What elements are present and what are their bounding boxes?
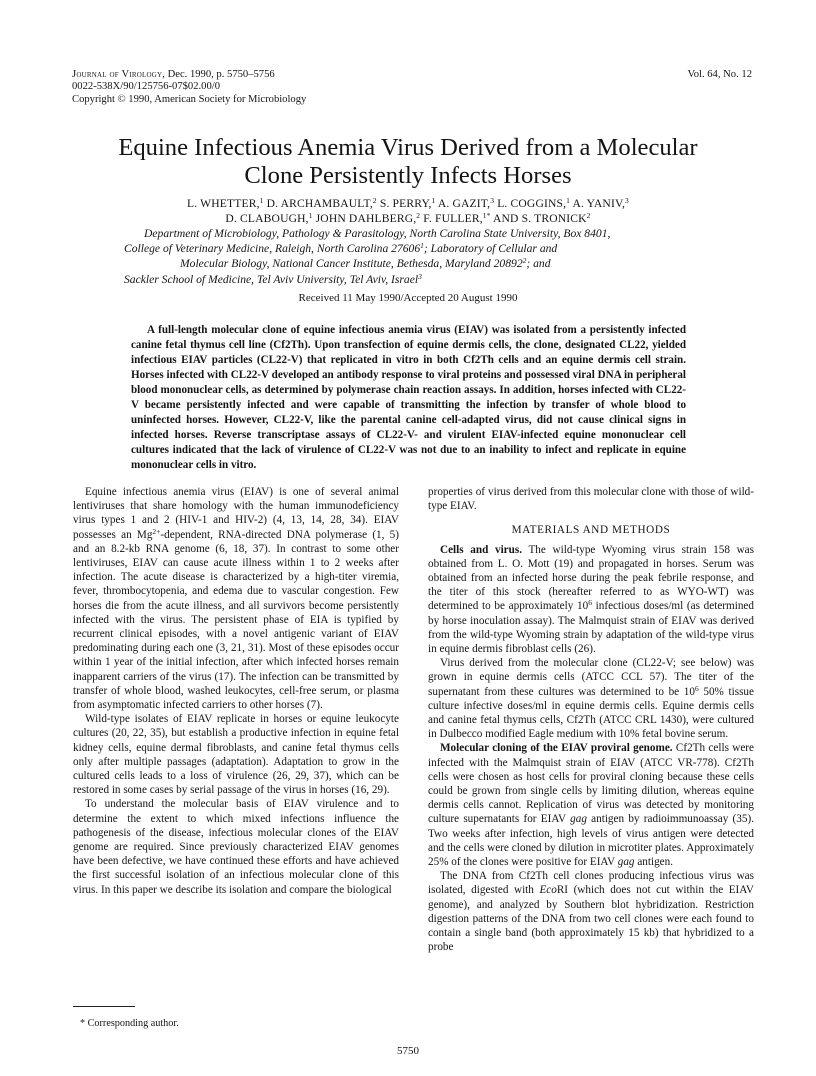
affiliation-mark: 2 <box>522 256 527 266</box>
affiliation-text: Sackler School of Medicine, Tel Aviv University, Tel Aviv, Israel <box>124 272 419 286</box>
author: L. COGGINS, <box>494 197 567 210</box>
author-affiliation-mark: 2 <box>416 211 421 220</box>
title-line-1: Equine Infectious Anemia Virus Derived from a Molecular <box>118 134 698 161</box>
paragraph-text: Cf2Th cells were infected with the Malmquist strain of EIAV (ATCC VR-778). Cf2Th cells were chosen as host cells for proviral cloning because these cells could be grown from single cells by limiting dilution, whereas equine dermis cells cannot. Replication of virus was detected by monitoring culture supernatants for EIAV <box>428 742 754 826</box>
enzyme-name: Eco <box>539 884 557 897</box>
journal-issue: , Dec. 1990, p. 5750–5756 <box>162 69 275 80</box>
paragraph-molecular-cloning <box>428 741 754 869</box>
paragraph-text: 50% tissue culture infective doses/ml in equine dermis cells. Equine dermis cells and canine fetal thymus cells, Cf2Th (ATCC CRL 1430), were cultured in Dulbecco modified Eagle medium with 10% fetal bovine serum. <box>428 685 754 741</box>
paragraph-text: infectious doses/ml (as determined by horse inoculation assay). The Malmquist strain of EIAV was derived from the wild-type Wyoming strain by adaptation of the wild-type virus in equine dermis fibroblast cells (26). <box>428 600 754 656</box>
author-affiliation-mark: 1 <box>431 196 436 205</box>
paragraph-clone-virus <box>428 656 754 741</box>
author-affiliation-mark: 1 <box>259 196 264 205</box>
footnote: * Corresponding author. <box>80 1018 179 1029</box>
subsection-title: Cells and virus. <box>440 543 523 556</box>
paragraph-dna-analysis <box>428 869 754 954</box>
author-list <box>118 196 698 226</box>
paragraph-continued: properties of virus derived from this molecular clone with those of wild-type EIAV. <box>428 486 754 513</box>
affiliation-text: Molecular Biology, National Cancer Institute, Bethesda, Maryland 20892 <box>180 257 523 271</box>
received-dates: Received 11 May 1990/Accepted 20 August 1990 <box>298 292 518 304</box>
abstract: A full-length molecular clone of equine infectious anemia virus (EIAV) was isolated from a persistently infected canine fetal thymus cell line (Cf2Th). Upon transfection of equine dermis cells, the clone, designated CL22, yielded infectious EIAV particles (CL22-V) that replicated in vitro in both Cf2Th cells and an equine dermis cell strain. Horses infected with CL22-V developed an antibody response to viral proteins and possessed viral DNA in peripheral blood mononuclear cells, as determined by polymerase chain reaction assays. In addition, horses infected with CL22-V became persistently infected and were capable of transmitting the infection by transfer of whole blood to uninfected horses. However, CL22-V, like the parental canine cell-adapted virus, did not cause clinical signs in infected horses. Reverse transcriptase assays of CL22-V- and virulent EIAV-infected equine mononuclear cell cultures indicated that the lack of virulence of CL22-V was not due to an inability to infect and replicate in equine mononuclear cells in vitro. <box>131 324 686 472</box>
subsection-title: Molecular cloning of the EIAV proviral genome. <box>440 742 673 755</box>
author: F. FULLER, <box>420 212 483 225</box>
left-column <box>73 485 399 897</box>
author: S. PERRY, <box>376 197 432 210</box>
paragraph-aims: To understand the molecular basis of EIAV virulence and to determine the extent to which mixed infections influence the pathogenesis of the disease, infectious molecular clones of the EIAV genome are required. Since previously characterized EIAV genomes have been defective, we have continued these efforts and have achieved the first successful isolation of an infectious molecular clone of this virus. In this paper we describe its isolation and compare the biological <box>73 798 399 896</box>
affiliation-line <box>124 241 694 256</box>
title-line-2: Clone Persistently Infects Horses <box>244 162 572 189</box>
affiliation-mark: 3 <box>418 271 422 281</box>
affiliation-line: Department of Microbiology, Pathology & Parasitology, North Carolina State University, Box 8401, <box>144 227 611 240</box>
affiliation-line <box>124 272 694 287</box>
right-column <box>428 485 754 955</box>
gene-name: gag <box>617 856 635 869</box>
paragraph-text: antigen by radioimmunoassay (35). Two weeks after infection, high levels of virus antigen were detected and the cells were cloned by dilution in microtiter plates. Approximately 25% of the clones were positive for EIAV <box>428 813 754 869</box>
paragraph-cells-virus <box>428 543 754 657</box>
paragraph-text: The wild-type Wyoming virus strain 158 was obtained from L. O. Mott (19) and propagated in horses. Serum was obtained from an infected horse during the peak febrile response, and the titer of this stock (hereafter referred to as WYO-WT) was determined to be approximately 10 <box>428 543 754 613</box>
paragraph-text: The DNA from Cf2Th cell clones producing infectious virus was isolated, digested with <box>428 870 754 897</box>
affiliation-text: College of Veterinary Medicine, Raleigh, North Carolina 27606 <box>124 242 421 256</box>
affiliation-text: ; and <box>526 257 551 271</box>
author: L. WHETTER, <box>187 197 260 210</box>
author-affiliation-mark: 3 <box>625 196 629 205</box>
author: AND S. TRONICK <box>490 212 587 225</box>
paragraph-text: (which does not cut within the EIAV genome), and analyzed by Southern blot hybridization. Restriction digestion patterns of the DNA from two cell clones were each found to contain a single band (both approximately 15 kb) that hybridized to a probe <box>428 884 754 954</box>
enzyme-name-suffix: RI <box>556 884 569 897</box>
author: JOHN DAHLBERG, <box>312 212 417 225</box>
author: A. YANIV, <box>570 197 626 210</box>
gene-name: gag <box>570 813 587 826</box>
paragraph-text: -dependent, RNA-directed DNA polymerase (1, 5) and an 8.2-kb RNA genome (6, 18, 37). In contrast to some other lentiviruses, EIAV can cause acute illness within 1 to 2 weeks after infection. The acute disease is characterized by a high-titer viremia, fever, thrombocytopenia, and edema due to vascular congestion. Few horses die from the acute illness, and all survivors become persistently infected with the virus. The persistent phase of EIA is typified by recurrent clinical episodes, with a novel antigenic variant of EIAV predominating during each one (3, 21, 31). Most of these episodes occur within 1 year of the initial infection, after which infected horses remain inapparent carriers of the virus (17). The infection can be transmitted by transfer of whole blood, washed leukocytes, cell-free serum, or plasma from asymptomatic infected carriers to other horses (7). <box>73 528 399 712</box>
superscript: 6 <box>588 598 592 608</box>
superscript: 6 <box>694 683 699 693</box>
superscript: 2+ <box>152 526 161 536</box>
affiliation-line <box>124 256 694 271</box>
author-affiliation-mark: 3 <box>490 196 495 205</box>
affiliation-text: ; Laboratory of Cellular and <box>423 242 558 256</box>
paragraph-text: antigen. <box>634 856 674 869</box>
paragraph-wild-type: Wild-type isolates of EIAV replicate in horses or equine leukocyte cultures (20, 22, 35), but establish a productive infection in equine fetal kidney cells, equine dermal fibroblasts, and canine fetal thymus cells only after multiple passages (adaptation). Adaptation to grow in the cultured cells leads to a loss of virulence (26, 29, 37), which can be restored in some cases by serial passage of the virus in horses (16, 29). <box>73 713 399 797</box>
author-affiliation-mark: 2 <box>372 196 377 205</box>
author: D. CLABOUGH, <box>225 212 309 225</box>
paragraph-text: Equine infectious anemia virus (EIAV) is one of several animal lentiviruses that share homology with the human immunodeficiency virus types 1 and 2 (HIV-1 and HIV-2) (4, 13, 14, 28, 34). EIAV possesses an Mg <box>73 486 399 541</box>
paragraph-intro <box>73 485 399 712</box>
journal-header <box>72 69 502 106</box>
paragraph-text: Virus derived from the molecular clone (CL22-V; see below) was grown in equine dermis cells (ATCC CCL 57). The titer of the supernatant from these cultures was determined to be 10 <box>428 657 754 698</box>
issn: 0022-538X/90/125756-07$02.00/0 <box>72 81 221 93</box>
author: D. ARCHAMBAULT, <box>263 197 373 210</box>
article-title <box>80 134 736 190</box>
author-affiliation-mark: 2 <box>586 211 591 220</box>
author-affiliation-mark: 1* <box>482 211 491 220</box>
journal-name: Journal of Virology <box>72 69 163 80</box>
author-affiliation-mark: 1 <box>566 196 571 205</box>
volume-number: Vol. 64, No. 12 <box>687 69 752 80</box>
affiliation-mark: 1 <box>420 241 424 251</box>
affiliations <box>124 226 694 287</box>
author-affiliation-mark: 1 <box>308 211 313 220</box>
author: A. GAZIT, <box>435 197 491 210</box>
copyright: Copyright © 1990, American Society for Microbiology <box>72 93 307 105</box>
section-heading: MATERIALS AND METHODS <box>511 524 671 537</box>
footnote-rule <box>73 1006 135 1007</box>
page-number: 5750 <box>397 1045 419 1057</box>
